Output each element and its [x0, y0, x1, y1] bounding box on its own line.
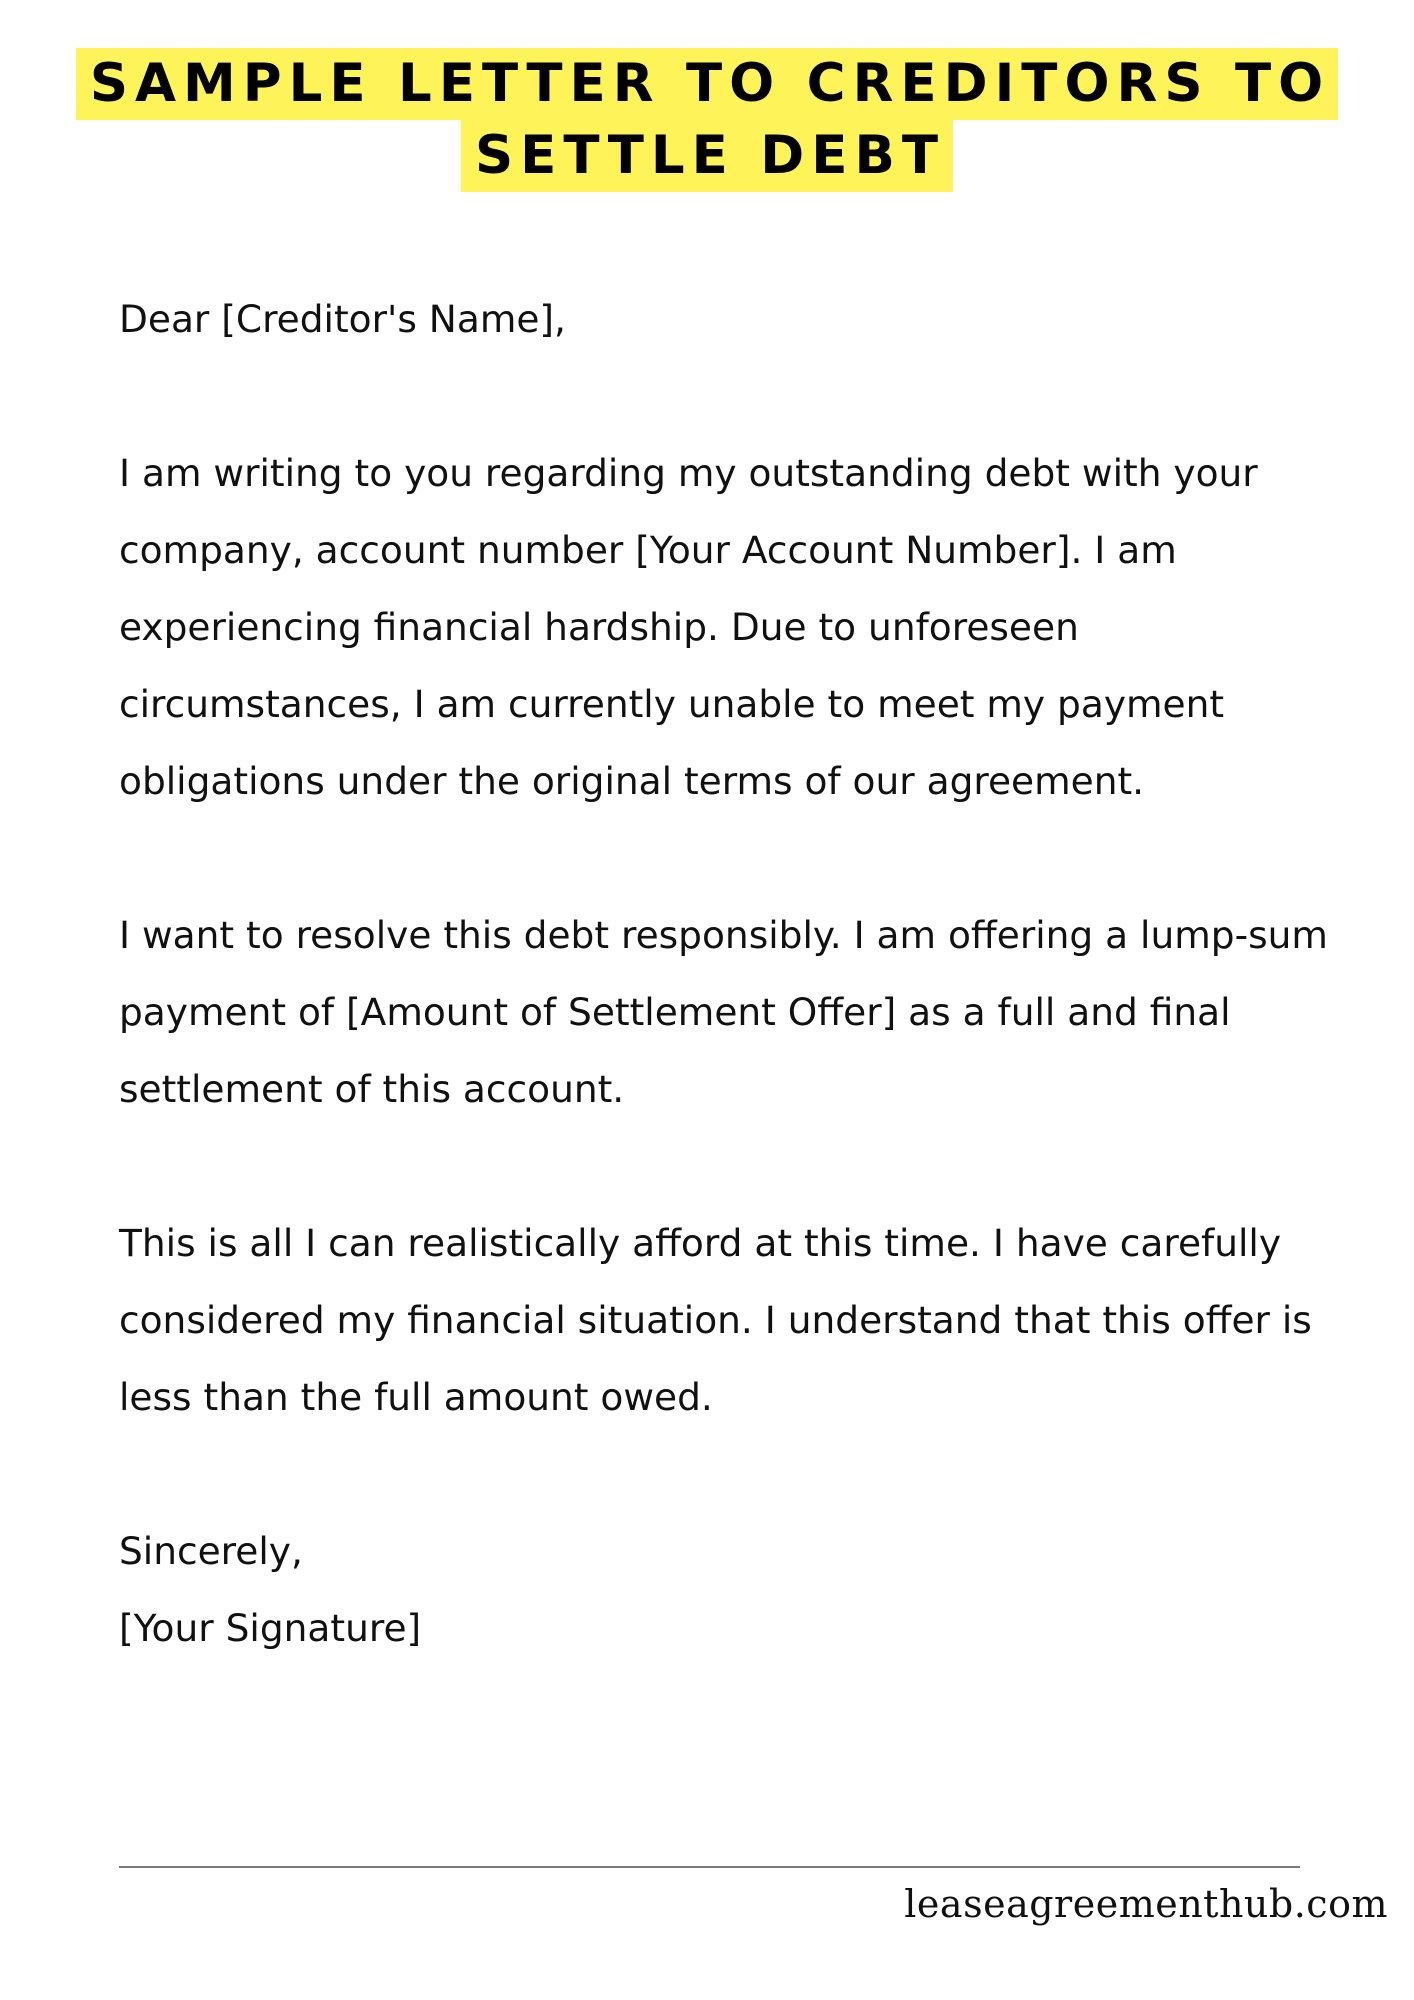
letter-paragraph-3: This is all I can realistically afford at this time. I have carefully considered my financial situation. I understand that this offer is less than the full amount owed. — [119, 1221, 1312, 1419]
title-line-1: SAMPLE LETTER TO CREDITORS TO — [76, 48, 1338, 120]
letter-paragraph-1: I am writing to you regarding my outstanding debt with your company, account number [Your Account Number]. I am experiencing financial hardship. Due to unforeseen circumstances, I am currently unable to meet my payment obligations under the original terms of our agreement. — [119, 451, 1258, 803]
letter-closing: Sincerely, — [119, 1529, 303, 1573]
footer-brand[interactable]: leaseagreementhub.com — [904, 1882, 1388, 1926]
document-title — [0, 48, 1414, 192]
footer-divider — [119, 1866, 1300, 1868]
letter-body — [119, 281, 1349, 1667]
letter-greeting: Dear [Creditor's Name], — [119, 297, 566, 341]
title-line-2: SETTLE DEBT — [461, 120, 953, 192]
letter-signature: [Your Signature] — [119, 1606, 422, 1650]
letter-paragraph-2: I want to resolve this debt responsibly. I am offering a lump-sum payment of [Amount of Settlement Offer] as a full and final settlement of this account. — [119, 913, 1328, 1111]
